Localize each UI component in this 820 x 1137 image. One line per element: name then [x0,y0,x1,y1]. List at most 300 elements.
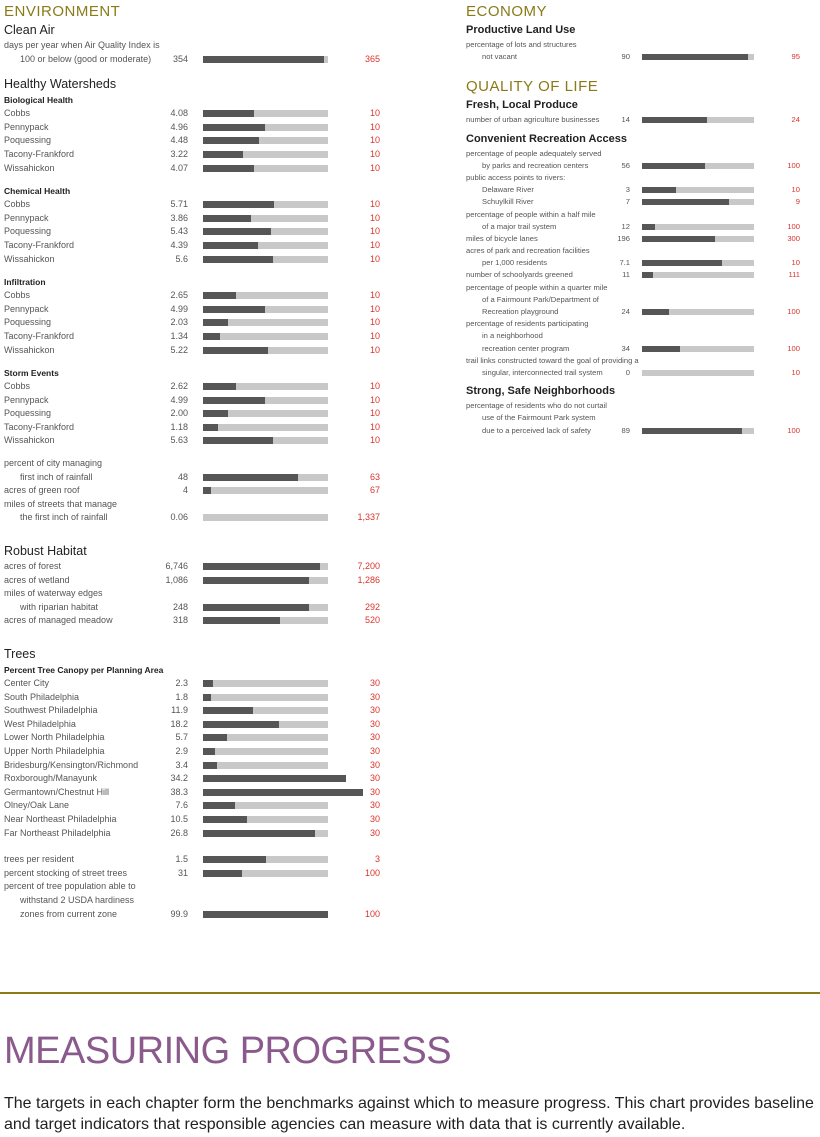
indicator-row [4,330,404,344]
indicator-row [4,759,404,773]
indicator-label: with riparian habitat [20,601,99,612]
baseline-value: 14 [621,115,630,125]
indicator-label: miles of bicycle lanes [466,233,538,243]
target-bar [203,306,328,313]
indicator-row [4,253,404,267]
indicator-row [4,380,404,394]
indicator-row [4,894,404,908]
indicator-row [4,691,404,705]
indicator-row [466,209,816,221]
indicator-label: Wissahickon [4,162,55,173]
baseline-bar [203,437,273,444]
indicator-label: Near Northeast Philadelphia [4,813,117,824]
baseline-value: 11.9 [171,705,188,716]
baseline-value: 3 [625,185,630,195]
right-column [466,2,816,437]
indicator-subgroup-title: Storm Events [4,368,59,379]
target-bar [203,617,328,624]
target-value: 10 [369,226,380,237]
target-bar [642,236,754,242]
baseline-value: 1.8 [175,691,188,702]
baseline-bar [642,346,680,352]
target-value: 111 [788,270,800,280]
baseline-value: 2.03 [170,317,188,328]
baseline-bar [203,347,268,354]
indicator-label: Cobbs [4,199,31,210]
target-bar [642,199,754,205]
target-bar [203,151,328,158]
indicator-row [466,412,816,424]
target-bar [203,383,328,390]
indicator-label: Lower North Philadelphia [4,732,105,743]
target-value: 30 [369,786,380,797]
baseline-bar [642,236,715,242]
baseline-value: 5.43 [170,226,188,237]
target-value: 10 [369,330,380,341]
indicator-row [4,560,404,574]
indicator-row [466,282,816,294]
target-bar [642,54,754,60]
target-bar [203,397,328,404]
indicator-label: Tacony-Frankford [4,421,75,432]
section-title-economy: ECONOMY [466,3,548,20]
target-bar [642,117,754,123]
baseline-bar [203,487,211,494]
indicator-label: Olney/Oak Lane [4,800,70,811]
target-bar [203,201,328,208]
baseline-value: 31 [177,867,188,878]
indicator-label: percentage of lots and structures [466,40,577,49]
baseline-bar [203,383,236,390]
baseline-bar [203,56,324,63]
indicator-label: Cobbs [4,381,31,392]
baseline-bar [203,694,211,701]
target-value: 30 [369,691,380,702]
baseline-bar [642,163,705,169]
baseline-bar [203,242,258,249]
indicator-label: Cobbs [4,108,31,119]
baseline-value: 2.00 [170,408,188,419]
target-value: 100 [787,307,800,316]
target-value: 10 [369,435,380,446]
target-bar [203,347,328,354]
indicator-group-title: Productive Land Use [466,24,576,36]
baseline-value: 89 [621,425,630,435]
indicator-row [4,212,404,226]
baseline-value: 7.6 [175,800,188,811]
target-bar [203,911,328,918]
target-bar [203,256,328,263]
indicator-row [466,114,816,126]
indicator-row [4,511,404,525]
baseline-value: 24 [621,307,630,316]
indicator-row [4,434,404,448]
indicator-label: 100 or below (good or moderate) [20,53,152,64]
target-value: 30 [369,800,380,811]
baseline-value: 2.9 [175,745,188,756]
baseline-bar [642,309,669,315]
indicator-row [4,614,404,628]
target-value: 10 [369,394,380,405]
indicator-label: acres of green roof [4,485,80,496]
indicator-row [4,867,404,881]
target-bar [203,410,328,417]
indicator-label: zones from current zone [20,908,118,919]
target-bar [642,309,754,315]
indicator-label: Pennypack [4,394,49,405]
baseline-bar [642,428,742,434]
indicator-label: South Philadelphia [4,691,80,702]
baseline-bar [203,577,309,584]
indicator-row [466,367,816,379]
indicator-label: percentage of people within a quarter mile [466,282,608,292]
indicator-row [466,245,816,257]
baseline-bar [203,721,279,728]
target-value: 10 [369,317,380,328]
baseline-value: 3.22 [170,148,188,159]
indicator-label: Poquessing [4,317,52,328]
target-value: 30 [369,705,380,716]
target-bar [203,604,328,611]
baseline-value: 48 [177,471,188,482]
indicator-label: percentage of residents who do not curtail [466,401,607,411]
target-bar [203,424,328,431]
indicator-row [466,425,816,437]
indicator-label: not vacant [482,52,518,62]
indicator-subgroup-title: Percent Tree Canopy per Planning Area [4,665,164,675]
baseline-bar [203,802,235,809]
indicator-row [4,827,404,841]
indicator-row [4,53,404,67]
target-bar [203,762,328,769]
baseline-value: 7.1 [619,258,630,268]
indicator-row [4,344,404,358]
indicator-row [4,731,404,745]
target-bar [203,816,328,823]
indicator-group-title: Fresh, Local Produce [466,99,578,112]
indicator-row [4,471,404,485]
target-value: 24 [791,115,800,125]
baseline-bar [642,199,729,205]
target-value: 3 [374,854,380,865]
indicator-row [4,198,404,212]
target-bar [642,163,754,169]
baseline-value: 3.86 [170,212,188,223]
target-value: 365 [364,53,380,64]
indicator-row [4,799,404,813]
target-value: 30 [369,813,380,824]
indicator-row [466,160,816,172]
target-value: 30 [369,773,380,784]
indicator-row [466,306,816,318]
indicator-row [4,880,404,894]
indicator-row [4,786,404,800]
indicator-label: Poquessing [4,135,52,146]
target-bar [642,260,754,266]
target-bar [203,802,328,809]
indicator-label: trail links constructed toward the goal of providing a [466,355,639,365]
target-bar [203,856,328,863]
baseline-value: 318 [172,615,188,626]
target-bar [203,292,328,299]
indicator-label: singular, interconnected trail system [482,367,603,377]
indicator-label: of a Fairmount Park/Department of [482,294,599,304]
target-bar [203,707,328,714]
indicator-label: Cobbs [4,290,31,301]
target-bar [203,56,328,63]
indicator-label: in a neighborhood [482,331,543,341]
target-bar [203,124,328,131]
target-bar [203,577,328,584]
indicator-label: Delaware River [482,185,534,195]
baseline-value: 5.63 [170,435,188,446]
indicator-label: Far Northeast Philadelphia [4,827,111,838]
target-value: 10 [369,408,380,419]
target-value: 100 [364,908,380,919]
baseline-bar [203,292,236,299]
baseline-bar [203,680,213,687]
indicator-label: number of schoolyards greened [466,270,573,280]
indicator-group-title: Convenient Recreation Access [466,132,627,145]
baseline-bar [203,870,242,877]
indicator-label: miles of waterway edges [4,588,103,599]
baseline-value: 34.2 [170,773,188,784]
indicator-label: Wissahickon [4,344,55,355]
baseline-value: 38.3 [170,786,188,797]
indicator-row [4,677,404,691]
indicator-row [4,148,404,162]
baseline-bar [203,410,228,417]
target-value: 10 [369,303,380,314]
indicator-label: Center City [4,678,50,688]
indicator-row [466,39,816,51]
baseline-value: 1.34 [170,330,188,341]
target-bar [642,272,754,278]
indicator-row [466,355,816,367]
indicator-label: Pennypack [4,121,49,132]
indicator-label: acres of park and recreation facilities [466,246,590,256]
baseline-bar [642,117,707,123]
target-bar [642,370,754,376]
target-value: 100 [364,867,380,878]
baseline-value: 0.06 [170,512,188,523]
target-bar [203,165,328,172]
baseline-bar [203,474,298,481]
indicator-row [4,498,404,512]
baseline-value: 1,086 [165,574,188,585]
target-value: 10 [369,121,380,132]
indicator-row [4,407,404,421]
target-bar [203,775,328,782]
indicator-subgroup-title: Chemical Health [4,186,71,197]
indicator-group-title: Healthy Watersheds [4,77,117,92]
baseline-value: 4.99 [170,394,188,405]
baseline-bar [203,306,265,313]
indicator-group-title: Strong, Safe Neighborhoods [466,385,616,398]
footer-text: The targets in each chapter form the benchmarks against which to measure progress. This chart provides baseline and target indicators that responsible agencies can measure with data that is currently available. [4,1095,814,1133]
indicator-label: number of urban agriculture businesses [466,115,600,125]
baseline-bar [203,228,271,235]
target-value: 30 [369,759,380,770]
baseline-bar [203,397,265,404]
section-title-quality-of-life: QUALITY OF LIFE [466,78,599,96]
target-bar [203,137,328,144]
baseline-bar [203,748,215,755]
target-bar [642,187,754,193]
baseline-bar [203,816,247,823]
indicator-row [4,601,404,615]
baseline-value: 5.6 [175,253,188,264]
indicator-label: acres of managed meadow [4,615,113,626]
indicator-row [466,257,816,269]
baseline-bar [203,830,315,837]
baseline-value: 99.9 [170,908,188,919]
target-value: 30 [369,678,380,688]
baseline-value: 196 [617,233,630,243]
target-value: 10 [369,135,380,146]
baseline-bar [203,617,280,624]
indicator-row [466,172,816,184]
indicator-row [466,51,816,63]
indicator-label: West Philadelphia [4,718,76,729]
target-value: 67 [369,485,380,496]
target-value: 63 [369,471,380,482]
baseline-value: 1.18 [170,421,188,432]
target-value: 100 [787,221,800,231]
target-value: 30 [369,827,380,838]
baseline-bar [203,124,265,131]
indicator-row [466,269,816,281]
target-bar [203,437,328,444]
indicator-label: days per year when Air Quality Index is [4,40,160,50]
target-bar [203,242,328,249]
indicator-group-title: Robust Habitat [4,544,87,559]
left-column [4,2,404,921]
baseline-value: 5.22 [170,344,188,355]
baseline-bar [203,333,220,340]
target-bar [642,224,754,230]
target-value: 1,286 [357,574,380,585]
target-value: 7,200 [357,561,380,572]
indicator-label: Pennypack [4,303,49,314]
target-value: 10 [369,239,380,250]
indicator-row [466,343,816,355]
indicator-row [4,908,404,922]
indicator-row [4,39,404,53]
indicator-row [4,745,404,759]
indicator-row [4,134,404,148]
baseline-value: 1.5 [175,854,188,865]
indicator-label: Bridesburg/Kensington/Richmond [4,759,139,770]
indicator-row [466,330,816,342]
target-bar [203,319,328,326]
baseline-value: 4.48 [170,135,188,146]
target-value: 100 [787,343,800,353]
target-bar [203,215,328,222]
indicator-row [466,184,816,196]
baseline-value: 6,746 [165,561,188,572]
indicator-label: Wissahickon [4,435,55,446]
target-value: 292 [364,601,380,612]
baseline-bar [203,215,251,222]
baseline-bar [203,110,254,117]
baseline-value: 2.3 [175,678,188,688]
footer-divider [0,992,820,994]
baseline-bar [203,563,320,570]
target-bar [203,333,328,340]
baseline-bar [642,272,653,278]
indicator-row [466,196,816,208]
baseline-value: 2.65 [170,290,188,301]
indicator-label: percentage of residents participating [466,319,589,329]
target-value: 30 [369,732,380,743]
target-value: 100 [787,160,800,170]
baseline-value: 5.71 [170,199,188,210]
indicator-row [4,772,404,786]
target-value: 10 [369,290,380,301]
indicator-label: miles of streets that manage [4,498,118,509]
indicator-group-title: Clean Air [4,23,55,37]
baseline-value: 4.96 [170,121,188,132]
indicator-label: Schuylkill River [482,197,534,207]
indicator-label: Tacony-Frankford [4,330,75,341]
indicator-label: percentage of people adequately served [466,148,602,158]
indicator-label: Wissahickon [4,253,55,264]
baseline-value: 7 [625,197,630,207]
indicator-label: use of the Fairmount Park system [482,413,596,423]
indicator-row [466,221,816,233]
target-value: 30 [369,745,380,756]
target-value: 1,337 [357,512,380,523]
baseline-value: 4.07 [170,162,188,173]
baseline-bar [642,260,722,266]
indicator-label: Pennypack [4,212,49,223]
indicator-label: by parks and recreation centers [482,160,589,170]
indicator-row [4,718,404,732]
target-value: 10 [369,381,380,392]
target-value: 30 [369,718,380,729]
target-bar [203,514,328,521]
target-value: 10 [369,421,380,432]
indicator-row [4,394,404,408]
footer-title: MEASURING PROGRESS [4,1030,452,1072]
indicator-label: Poquessing [4,226,52,237]
indicator-label: of a major trail system [482,221,557,231]
indicator-row [4,813,404,827]
baseline-bar [203,734,227,741]
indicator-row [4,853,404,867]
indicator-row [4,239,404,253]
target-value: 520 [364,615,380,626]
target-bar [203,474,328,481]
target-bar [203,680,328,687]
target-bar [203,694,328,701]
baseline-bar [203,137,259,144]
target-bar [203,721,328,728]
indicator-row [4,121,404,135]
baseline-value: 26.8 [170,827,188,838]
target-value: 10 [369,162,380,173]
baseline-bar [203,856,266,863]
target-value: 300 [787,233,800,243]
baseline-bar [642,187,676,193]
indicator-label: Tacony-Frankford [4,239,75,250]
baseline-bar [203,762,217,769]
baseline-value: 56 [621,160,630,170]
target-value: 10 [791,258,800,268]
indicator-row [4,225,404,239]
indicator-row [4,421,404,435]
